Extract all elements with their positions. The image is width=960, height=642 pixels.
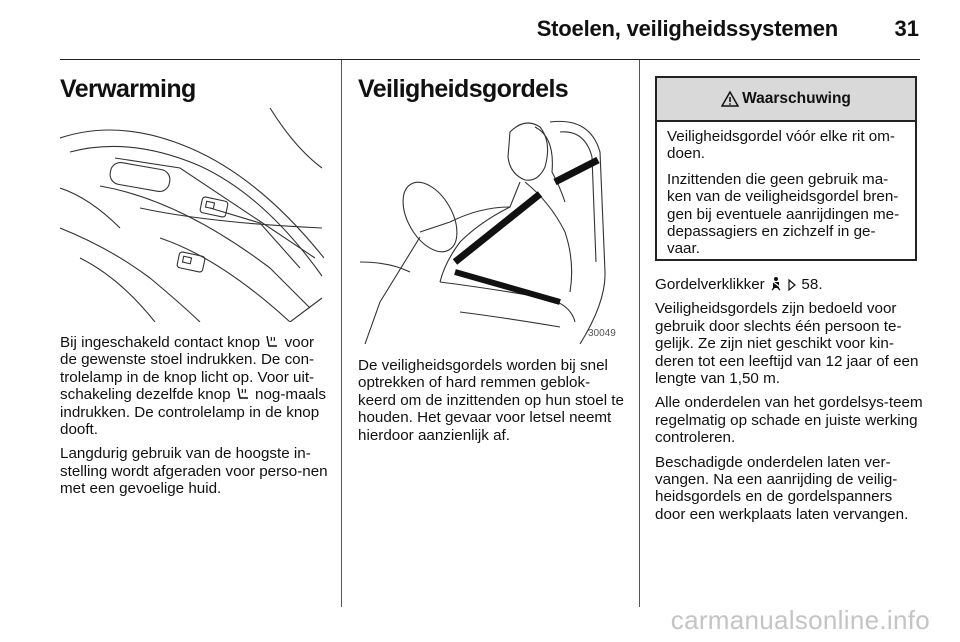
column-divider-right bbox=[639, 60, 640, 607]
warning-title: Waarschuwing bbox=[742, 90, 851, 107]
page-number: 31 bbox=[894, 16, 919, 41]
seatbelt-usage: Veiligheidsgordels zijn bedoeld voor gebruik door slechts één persoon te-gelijk. Ze zijn niet geschikt voor kin-deren tot een leeftijd van 12 jaar of een lengte van 1,50 m. bbox=[655, 300, 919, 388]
warning-text-1: Veiligheidsgordel vóór elke rit om-doen. bbox=[667, 128, 895, 163]
seatbelt-intro: De veiligheidsgordels worden bij snel optrekken of hard remmen geblok-keerd om de inzittenden op hun stoel te houden. Het gevaar voor letsel neemt hierdoor aanzienlijk af. bbox=[358, 357, 624, 444]
column-divider-left bbox=[341, 60, 342, 607]
seat-heating-button-illustration bbox=[60, 108, 324, 322]
middle-column bbox=[358, 74, 628, 104]
left-column-text bbox=[60, 334, 330, 505]
text-belt-reminder: Gordelverklikker bbox=[655, 276, 765, 293]
seat-heating-caution: Langdurig gebruik van de hoogste in-stelling wordt afgeraden voor perso-nen met een gevoelige huid. bbox=[60, 445, 328, 498]
middle-column-text bbox=[358, 357, 628, 451]
text-seat-heating-2: voor de gewenste stoel indrukken. De con-trolelamp in de knop licht op. Voor uit-schakeling dezelfde knop bbox=[60, 334, 315, 404]
right-column-text bbox=[655, 276, 925, 530]
seat-heating-instructions bbox=[60, 334, 330, 438]
seat-heating-icon bbox=[235, 386, 251, 402]
seatbelt-replace: Beschadigde onderdelen laten ver-vangen. Na een aanrijding de veilig-heidsgordels en de gordelspanners door een werkplaats laten vervangen. bbox=[655, 453, 909, 523]
page-header-title: Stoelen, veiligheidssystemen bbox=[536, 16, 838, 41]
section-heading-verwarming: Verwarming bbox=[60, 75, 196, 103]
header-divider bbox=[60, 59, 920, 60]
warning-text-2: Inzittenden die geen gebruik ma-ken van de veiligheidsgordel bren-gen bij eventuele aanrijdingen me-depassagiers en zichzelf in ge-vaar. bbox=[667, 170, 900, 258]
section-heading-veiligheidsgordels: Veiligheidsgordels bbox=[358, 75, 569, 103]
image-code: 30049 bbox=[588, 328, 616, 339]
page-reference-number: 58. bbox=[801, 276, 823, 293]
seatbelt-reminder-icon bbox=[769, 276, 783, 292]
warning-header bbox=[657, 78, 915, 122]
seatbelt-driver-illustration bbox=[360, 112, 624, 344]
left-column bbox=[60, 74, 330, 104]
warning-triangle-icon bbox=[721, 91, 739, 107]
warning-box bbox=[655, 76, 917, 261]
belt-reminder-reference bbox=[655, 276, 925, 293]
seat-heating-icon bbox=[264, 334, 280, 350]
watermark: carmanualsonline.info bbox=[670, 605, 930, 635]
text-seat-heating-1: Bij ingeschakeld contact knop bbox=[60, 334, 261, 351]
page-reference-arrow-icon bbox=[787, 278, 797, 292]
seatbelt-check: Alle onderdelen van het gordelsys-teem regelmatig op schade en juiste werking controleren. bbox=[655, 394, 923, 447]
text-seat-heating-3: nog-maals indrukken. De controlelamp in de knop dooft. bbox=[60, 386, 326, 439]
